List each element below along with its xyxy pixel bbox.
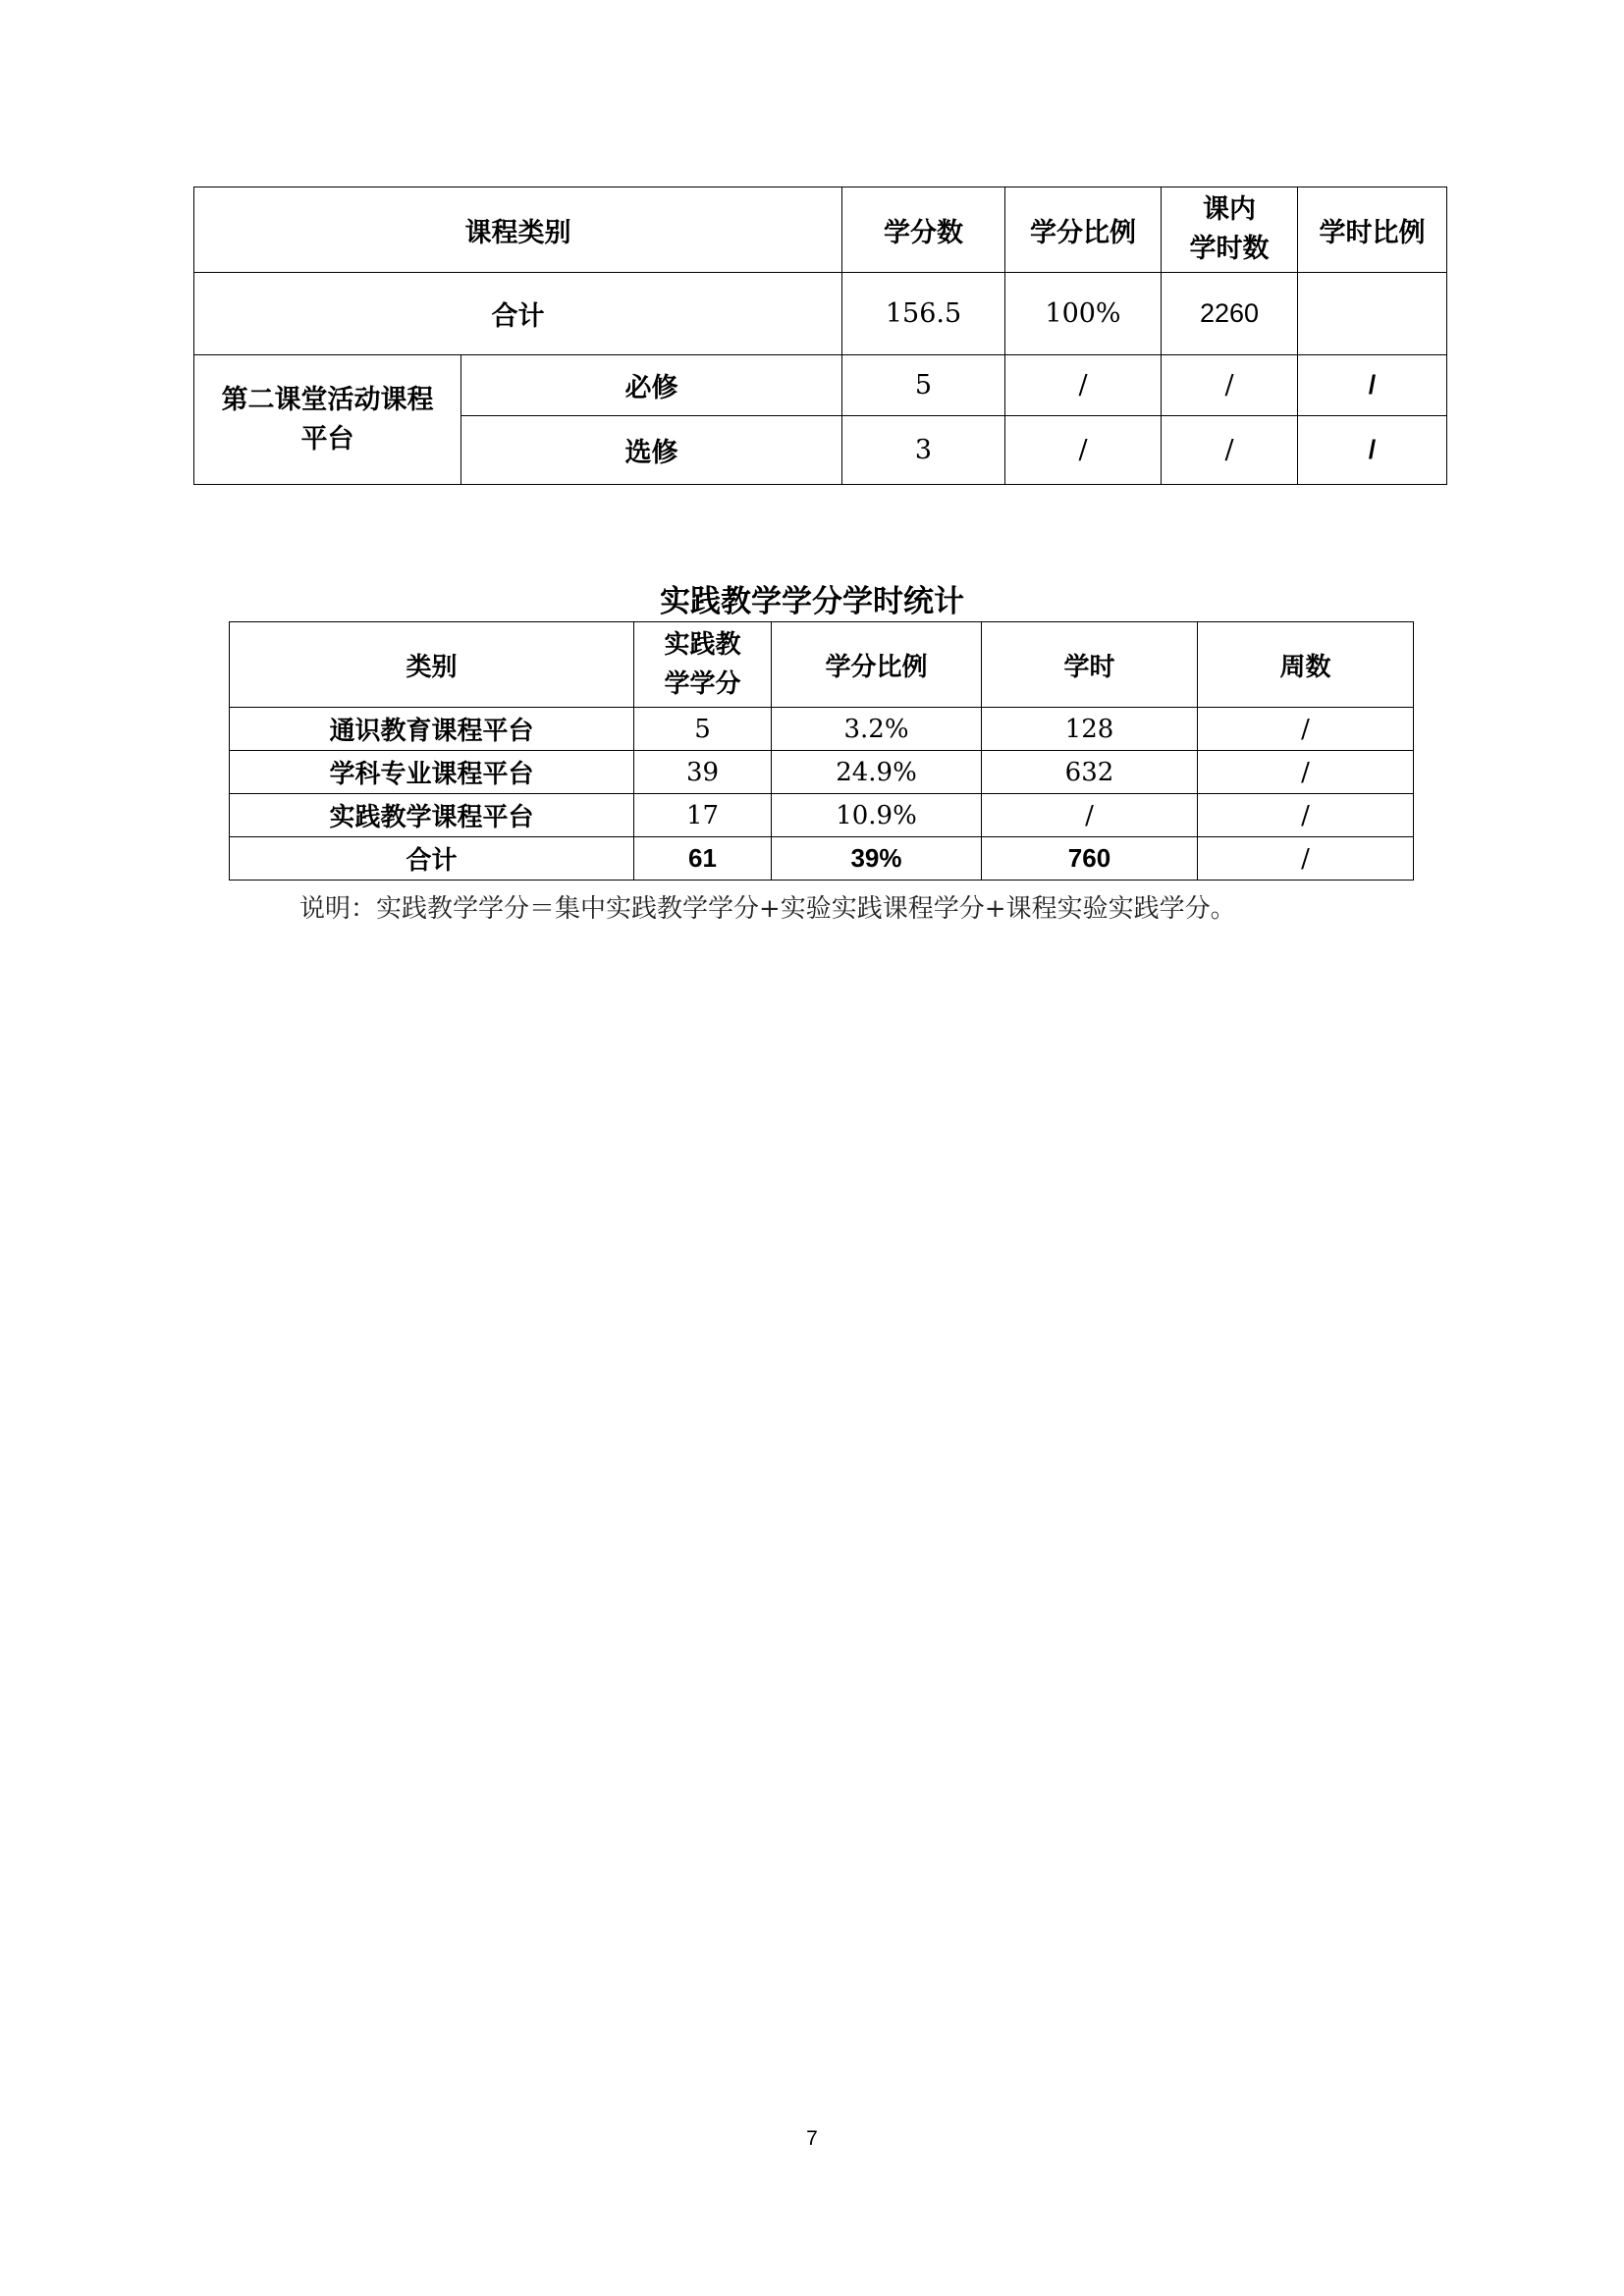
total-credit-ratio: 100% bbox=[1005, 273, 1162, 355]
course-type: 选修 bbox=[461, 416, 842, 485]
table-total-row bbox=[230, 837, 1414, 881]
hours-cell: 632 bbox=[982, 751, 1198, 794]
total-credits: 156.5 bbox=[842, 273, 1005, 355]
table-header-row bbox=[230, 622, 1414, 708]
category-cell: 学科专业课程平台 bbox=[230, 751, 634, 794]
hour-ratio-cell: / bbox=[1298, 416, 1447, 485]
header-in-class-hours bbox=[1162, 187, 1298, 273]
header-credit-ratio: 学分比例 bbox=[772, 622, 982, 708]
total-hours: 760 bbox=[982, 837, 1198, 881]
credits-cell: 5 bbox=[634, 708, 772, 751]
weeks-cell: / bbox=[1198, 751, 1414, 794]
credit-ratio-cell: / bbox=[1005, 355, 1162, 416]
total-label: 合计 bbox=[194, 273, 842, 355]
total-credits: 61 bbox=[634, 837, 772, 881]
header-hour-ratio: 学时比例 bbox=[1298, 187, 1447, 273]
category-cell: 通识教育课程平台 bbox=[230, 708, 634, 751]
table-row bbox=[194, 273, 1447, 355]
practice-credit-table bbox=[229, 621, 1414, 881]
header-practice-credits-line1: 实践教 bbox=[664, 630, 741, 660]
header-practice-credits-line2: 学学分 bbox=[664, 669, 741, 699]
table-note: 说明：实践教学学分＝集中实践教学学分+实验实践课程学分+课程实验实践学分。 bbox=[299, 894, 1236, 924]
credit-ratio-cell: / bbox=[1005, 416, 1162, 485]
page-number: 7 bbox=[806, 2127, 818, 2150]
header-weeks: 周数 bbox=[1198, 622, 1414, 708]
category-cell: 实践教学课程平台 bbox=[230, 794, 634, 837]
credits-cell: 17 bbox=[634, 794, 772, 837]
total-label: 合计 bbox=[230, 837, 634, 881]
header-in-class-hours-line1: 课内 bbox=[1203, 194, 1256, 225]
ratio-cell: 24.9% bbox=[772, 751, 982, 794]
credits-cell: 39 bbox=[634, 751, 772, 794]
total-ratio: 39% bbox=[772, 837, 982, 881]
credits-cell: 5 bbox=[842, 355, 1005, 416]
ratio-cell: 3.2% bbox=[772, 708, 982, 751]
credit-summary-table bbox=[193, 187, 1447, 485]
header-practice-credits bbox=[634, 622, 772, 708]
second-classroom-label bbox=[194, 355, 461, 485]
weeks-cell: / bbox=[1198, 708, 1414, 751]
total-weeks: / bbox=[1198, 837, 1414, 881]
header-credits: 学分数 bbox=[842, 187, 1005, 273]
header-category: 类别 bbox=[230, 622, 634, 708]
course-type: 必修 bbox=[461, 355, 842, 416]
ratio-cell: 10.9% bbox=[772, 794, 982, 837]
hours-cell: / bbox=[982, 794, 1198, 837]
header-in-class-hours-line2: 学时数 bbox=[1189, 234, 1270, 264]
credits-cell: 3 bbox=[842, 416, 1005, 485]
weeks-cell: / bbox=[1198, 794, 1414, 837]
header-hours: 学时 bbox=[982, 622, 1198, 708]
table-row bbox=[230, 794, 1414, 837]
hours-cell: / bbox=[1162, 355, 1298, 416]
total-hours: 2260 bbox=[1162, 273, 1298, 355]
table-header-row bbox=[194, 187, 1447, 273]
hour-ratio-cell: / bbox=[1298, 355, 1447, 416]
header-category: 课程类别 bbox=[194, 187, 842, 273]
table-row bbox=[230, 708, 1414, 751]
second-classroom-label-line2: 平台 bbox=[300, 423, 354, 454]
total-hour-ratio bbox=[1298, 273, 1447, 355]
second-classroom-label-line1: 第二课堂活动课程 bbox=[221, 384, 434, 415]
header-credit-ratio: 学分比例 bbox=[1005, 187, 1162, 273]
table-title: 实践教学学分学时统计 bbox=[660, 584, 964, 619]
hours-cell: / bbox=[1162, 416, 1298, 485]
hours-cell: 128 bbox=[982, 708, 1198, 751]
table-row bbox=[230, 751, 1414, 794]
table-row bbox=[194, 355, 1447, 416]
